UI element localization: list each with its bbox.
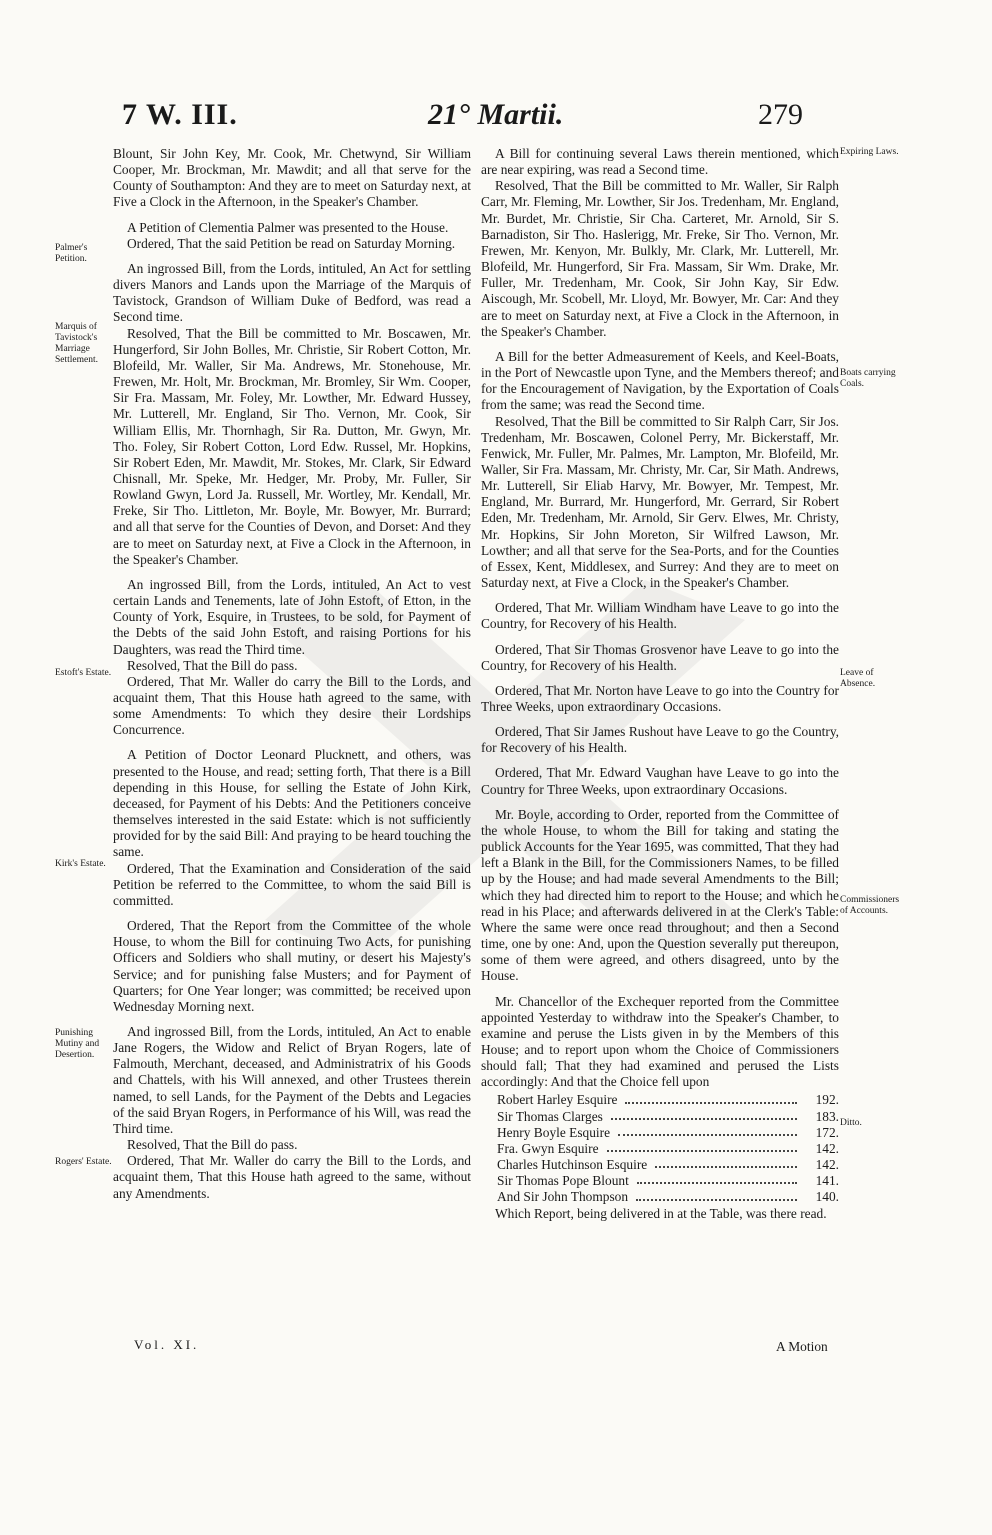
vote-row (497, 1189, 839, 1205)
paragraph: Ordered, That the Examination and Consideration of the said Petition be referred to the Committee, to whom the said Bill is committed. (113, 860, 471, 908)
margin-note-ditto: Ditto. (840, 1118, 862, 1128)
paragraph: A Bill for the better Admeasurement of Keels, and Keel-Boats, in the Port of Newcastle upon Tyne, and the Members thereof; and for the Encouragement of Navigation, by the Exportation of Coals from the same; was read the Second time. (481, 348, 839, 413)
margin-note-leave: Leave of Absence. (840, 668, 876, 689)
paragraph: And ingrossed Bill, from the Lords, intituled, An Act to enable Jane Rogers, the Widow and Relict of Bryan Rogers, late of Falmouth, Merchant, deceased, and Administratrix of his Goods and Chattels, with his Will annexed, and other Trustees therein named, to sell Lands, for the Payment of the Debts and Legacies of the said Bryan Rogers, in Performance of his Will, was read the Third time. (113, 1023, 471, 1136)
vote-row (497, 1141, 839, 1157)
paragraph: Ordered, That Sir Thomas Grosvenor have Leave to go into the Country, for Recovery of his Health. (481, 641, 839, 673)
vote-count: 192. (815, 1092, 839, 1108)
vote-row (497, 1092, 839, 1108)
paragraph: Ordered, That Mr. William Windham have Leave to go into the Country, for Recovery of his Health. (481, 600, 839, 632)
vote-count: 183. (815, 1108, 839, 1124)
vote-row (497, 1157, 839, 1173)
paragraph: Ordered, That Sir James Rushout have Leave to go the Country, for Recovery of his Health. (481, 724, 839, 756)
vote-count: 141. (815, 1173, 839, 1189)
paragraph: Ordered, That the Report from the Committee of the whole House, to whom the Bill for continuing Two Acts, for punishing Officers and Soldiers who shall mutiny, or desert his Majesty's Service; and for punishing false Musters; and for Payment of Quarters; for One Year longer; was committed; be received upon Wednesday Morning next. (113, 918, 471, 1014)
paragraph: Ordered, That Mr. Waller do carry the Bill to the Lords, and acquaint them, That this House hath agreed to the same, with some Amendments: To which they desire their Lordships Concurrence. (113, 673, 471, 738)
margin-note-kirk: Kirk's Estate. (55, 859, 106, 869)
date-header: 21° Martii. (428, 98, 564, 131)
right-column (481, 146, 839, 1222)
margin-note-tavistock: Marquis of Tavistock's Marriage Settlement. (55, 322, 99, 365)
margin-note-palmer: Palmer's Petition. (55, 243, 88, 264)
paragraph: Ordered, That the said Petition be read on Saturday Morning. (127, 235, 456, 251)
margin-note-boats: Boats carrying Coals. (840, 368, 896, 389)
vote-row (497, 1109, 839, 1125)
vote-count: 172. (815, 1124, 839, 1140)
vote-name: Sir Thomas Pope Blount (497, 1173, 629, 1189)
vote-count: 142. (815, 1140, 839, 1156)
paragraph: A Petition of Doctor Leonard Plucknett, and others, was presented to the House, and read; setting forth, That there is a Bill depending in this House, for selling the Estate of John Kirk, deceased, for Payment of his Debts: And the Petitioners conceive themselves interested in the said Estate: which is not sufficiently provided for by the said Bill: And praying to be heard touching the same. (113, 747, 471, 860)
paragraph: Blount, Sir John Key, Mr. Cook, Mr. Chetwynd, Sir William Cooper, Mr. Brockman, Mr. Mawdit; and all that serve for the County of Southampton: And they are to meet on Saturday next, at Five a Clock in the Afternoon, in the Speaker's Chamber. (113, 146, 471, 210)
paragraph: A Petition of Clementia Palmer was presented to the House. (127, 219, 449, 235)
paragraph: Ordered, That Mr. Edward Vaughan have Leave to go into the Country for Three Weeks, upon extraordinary Occasions. (481, 765, 839, 797)
page-number: 279 (758, 98, 803, 131)
volume-signature: Vol. XI. (134, 1337, 200, 1352)
paragraph: Resolved, That the Bill do pass. (127, 1137, 298, 1153)
margin-note-estoft: Estoft's Estate. (55, 668, 112, 678)
left-column (113, 146, 471, 1202)
paragraph: Resolved, That the Bill do pass. (127, 657, 298, 673)
vote-row (497, 1125, 839, 1141)
margin-note-rogers: Rogers' Estate. (55, 1157, 112, 1167)
commissioner-vote-list (481, 1092, 839, 1205)
vote-row (497, 1173, 839, 1189)
vote-name: Robert Harley Esquire (497, 1092, 618, 1108)
paragraph: An ingrossed Bill, from the Lords, intituled, An Act to vest certain Lands and Tenements, late of John Estoft, of Etton, in the County of York, Esquire, in Trustees, to be sold, for Payment of the Debts of the said John Estoft, and raising Portions for his Daughters, was read the Third time. (113, 576, 471, 657)
paragraph: An ingrossed Bill, from the Lords, intituled, An Act for settling divers Manors and Lands upon the Marriage of the Marquis of Tavistock, Grandson of William Duke of Bedford, was read a Second time. (113, 260, 471, 325)
vote-count: 140. (815, 1189, 839, 1205)
vote-name: And Sir John Thompson (497, 1189, 629, 1205)
paragraph: Ordered, That Mr. Waller do carry the Bill to the Lords, and acquaint them, That this House hath agreed to the same, without any Amendments. (113, 1153, 471, 1201)
margin-note-expiring: Expiring Laws. (840, 147, 899, 157)
paragraph: Ordered, That Mr. Norton have Leave to go into the Country for Three Weeks, upon extraordinary Occasions. (481, 682, 839, 714)
margin-note-mutiny: Punishing Mutiny and Desertion. (55, 1028, 100, 1060)
vote-name: Fra. Gwyn Esquire (497, 1140, 599, 1156)
paragraph: Mr. Boyle, according to Order, reported from the Committee of the whole House, to whom the Bill for taking and stating the publick Accounts for the Year 1695, was committed, That they had left a Blank in the Bill, for the Commissioners Names, to be filled up by the House; and had made several Amendments to the Bill; which they had directed him to report to the House; and which he read in his Place; and afterwards delivered in at the Clerk's Table: Where the same were once read throughout; and then a Second time, one by one: And, upon the Question severally put thereupon, some of them were agreed, and others disagreed, unto by the House. (481, 806, 839, 984)
paragraph: Which Report, being delivered in at the Table, was there read. (495, 1205, 827, 1221)
paragraph: Mr. Chancellor of the Exchequer reported from the Committee appointed Yesterday to withdraw into the Speaker's Chamber, to examine and peruse the Lists given in by the Members of this House; and to report upon whom the Choice of Commissioners should fall; That they had examined and perused the Lists accordingly: And that the Choice fell upon (481, 993, 839, 1090)
paragraph: Resolved, That the Bill be committed to Sir Ralph Carr, Sir Jos. Tredenham, Mr. Boscawen, Colonel Perry, Mr. Bickerstaff, Mr. Fenwick, Mr. Fuller, Mr. Palmes, Mr. Lampton, Mr. Blofeild, Mr. Waller, Sir Fra. Massam, Mr. Christy, Mr. Car, Sir Math. Andrews, Mr. Lutterell, Sir Eliab Harvy, Mr. Bowyer, Mr. Tempest, Mr. England, Mr. Burrard, Mr. Hungerford, Mr. Gerrard, Sir Robert Eden, Mr. Tredenham, Mr. Arnold, Sir Gerv. Elwes, Mr. Christy, Mr. Hopkins, Sir John Moreton, Sir Wilfred Lawson, Mr. Lowther; and all that serve for the Sea-Ports, and for the Counties of Essex, Kent, Middlesex, and Surrey: And they are to meet on Saturday next, at Five a Clock, in the Speaker's Chamber. (481, 413, 839, 591)
paragraph: A Bill for continuing several Laws therein mentioned, which are near expiring, was read a Second time. (481, 146, 839, 178)
vote-name: Henry Boyle Esquire (497, 1124, 611, 1140)
margin-note-commissioners: Commissioners of Accounts. (840, 895, 900, 916)
paragraph: Resolved, That the Bill be committed to Mr. Boscawen, Mr. Hungerford, Sir John Bolles, Mr. Christie, Sir Robert Cotton, Mr. Blofeild, Mr. Waller, Sir Ma. Andrews, Mr. Stonehouse, Mr. Frewen, Mr. Holt, Mr. Brockman, Mr. Bromley, Sir Wm. Cooper, Sir Fra. Massam, Mr. Foley, Mr. Lowther, Mr. Edward Hussey, Mr. Lutterell, Mr. England, Sir Tho. Vernon, Mr. Cook, Sir William Ellis, Mr. Thornhagh, Sir Ra. Dutton, Mr. Gwyn, Mr. Tho. Foley, Sir Robert Cotton, Lord Edw. Russel, Mr. Hopkins, Sir Robert Eden, Mr. Mawdit, Mr. Stokes, Mr. Clark, Sir Edward Chisnall, Mr. Speke, Mr. Hedger, Mr. Proby, Mr. Fuller, Sir Rowland Gwyn, Lord Ja. Russell, Mr. Wortley, Mr. Kendall, Mr. Freke, Sir Tho. Littleton, Mr. Boyle, Mr. Bowyer, Mr. Burrard; and all that serve for the Counties of Devon, and Dorset: And they are to meet on Saturday next, at Five a Clock in the Afternoon, in the Speaker's Chamber. (113, 325, 471, 567)
paragraph: Resolved, That the Bill be committed to Mr. Waller, Sir Ralph Carr, Mr. Fleming, Mr. Lowther, Sir Jos. Tredenham, Mr. England, Mr. Burdet, Mr. Christie, Sir Cha. Carteret, Mr. Arnold, Sir S. Barnadiston, Sir Tho. Haslerigg, Mr. Freke, Sir Tho. Vernon, Mr. Frewen, Mr. Kenyon, Mr. Bulkly, Mr. Clark, Mr. Lutterell, Mr. Blofeild, Mr. Hungerford, Sir Fra. Massam, Sir Wm. Drake, Mr. Fuller, Mr. Tredenham, Mr. Cook, Sir John Kay, Sir Edw. Aiscough, Mr. Scobell, Mr. Lloyd, Mr. Bowyer, Mr. Car: And they are to meet on Saturday next, at Five a Clock in the Afternoon, in the Speaker's Chamber. (481, 178, 839, 339)
vote-name: Sir Thomas Clarges (497, 1108, 603, 1124)
vote-name: Charles Hutchinson Esquire (497, 1157, 648, 1173)
vote-count: 142. (815, 1157, 839, 1173)
regnal-year-header: 7 W. III. (122, 98, 238, 131)
catchword: A Motion (776, 1339, 828, 1354)
